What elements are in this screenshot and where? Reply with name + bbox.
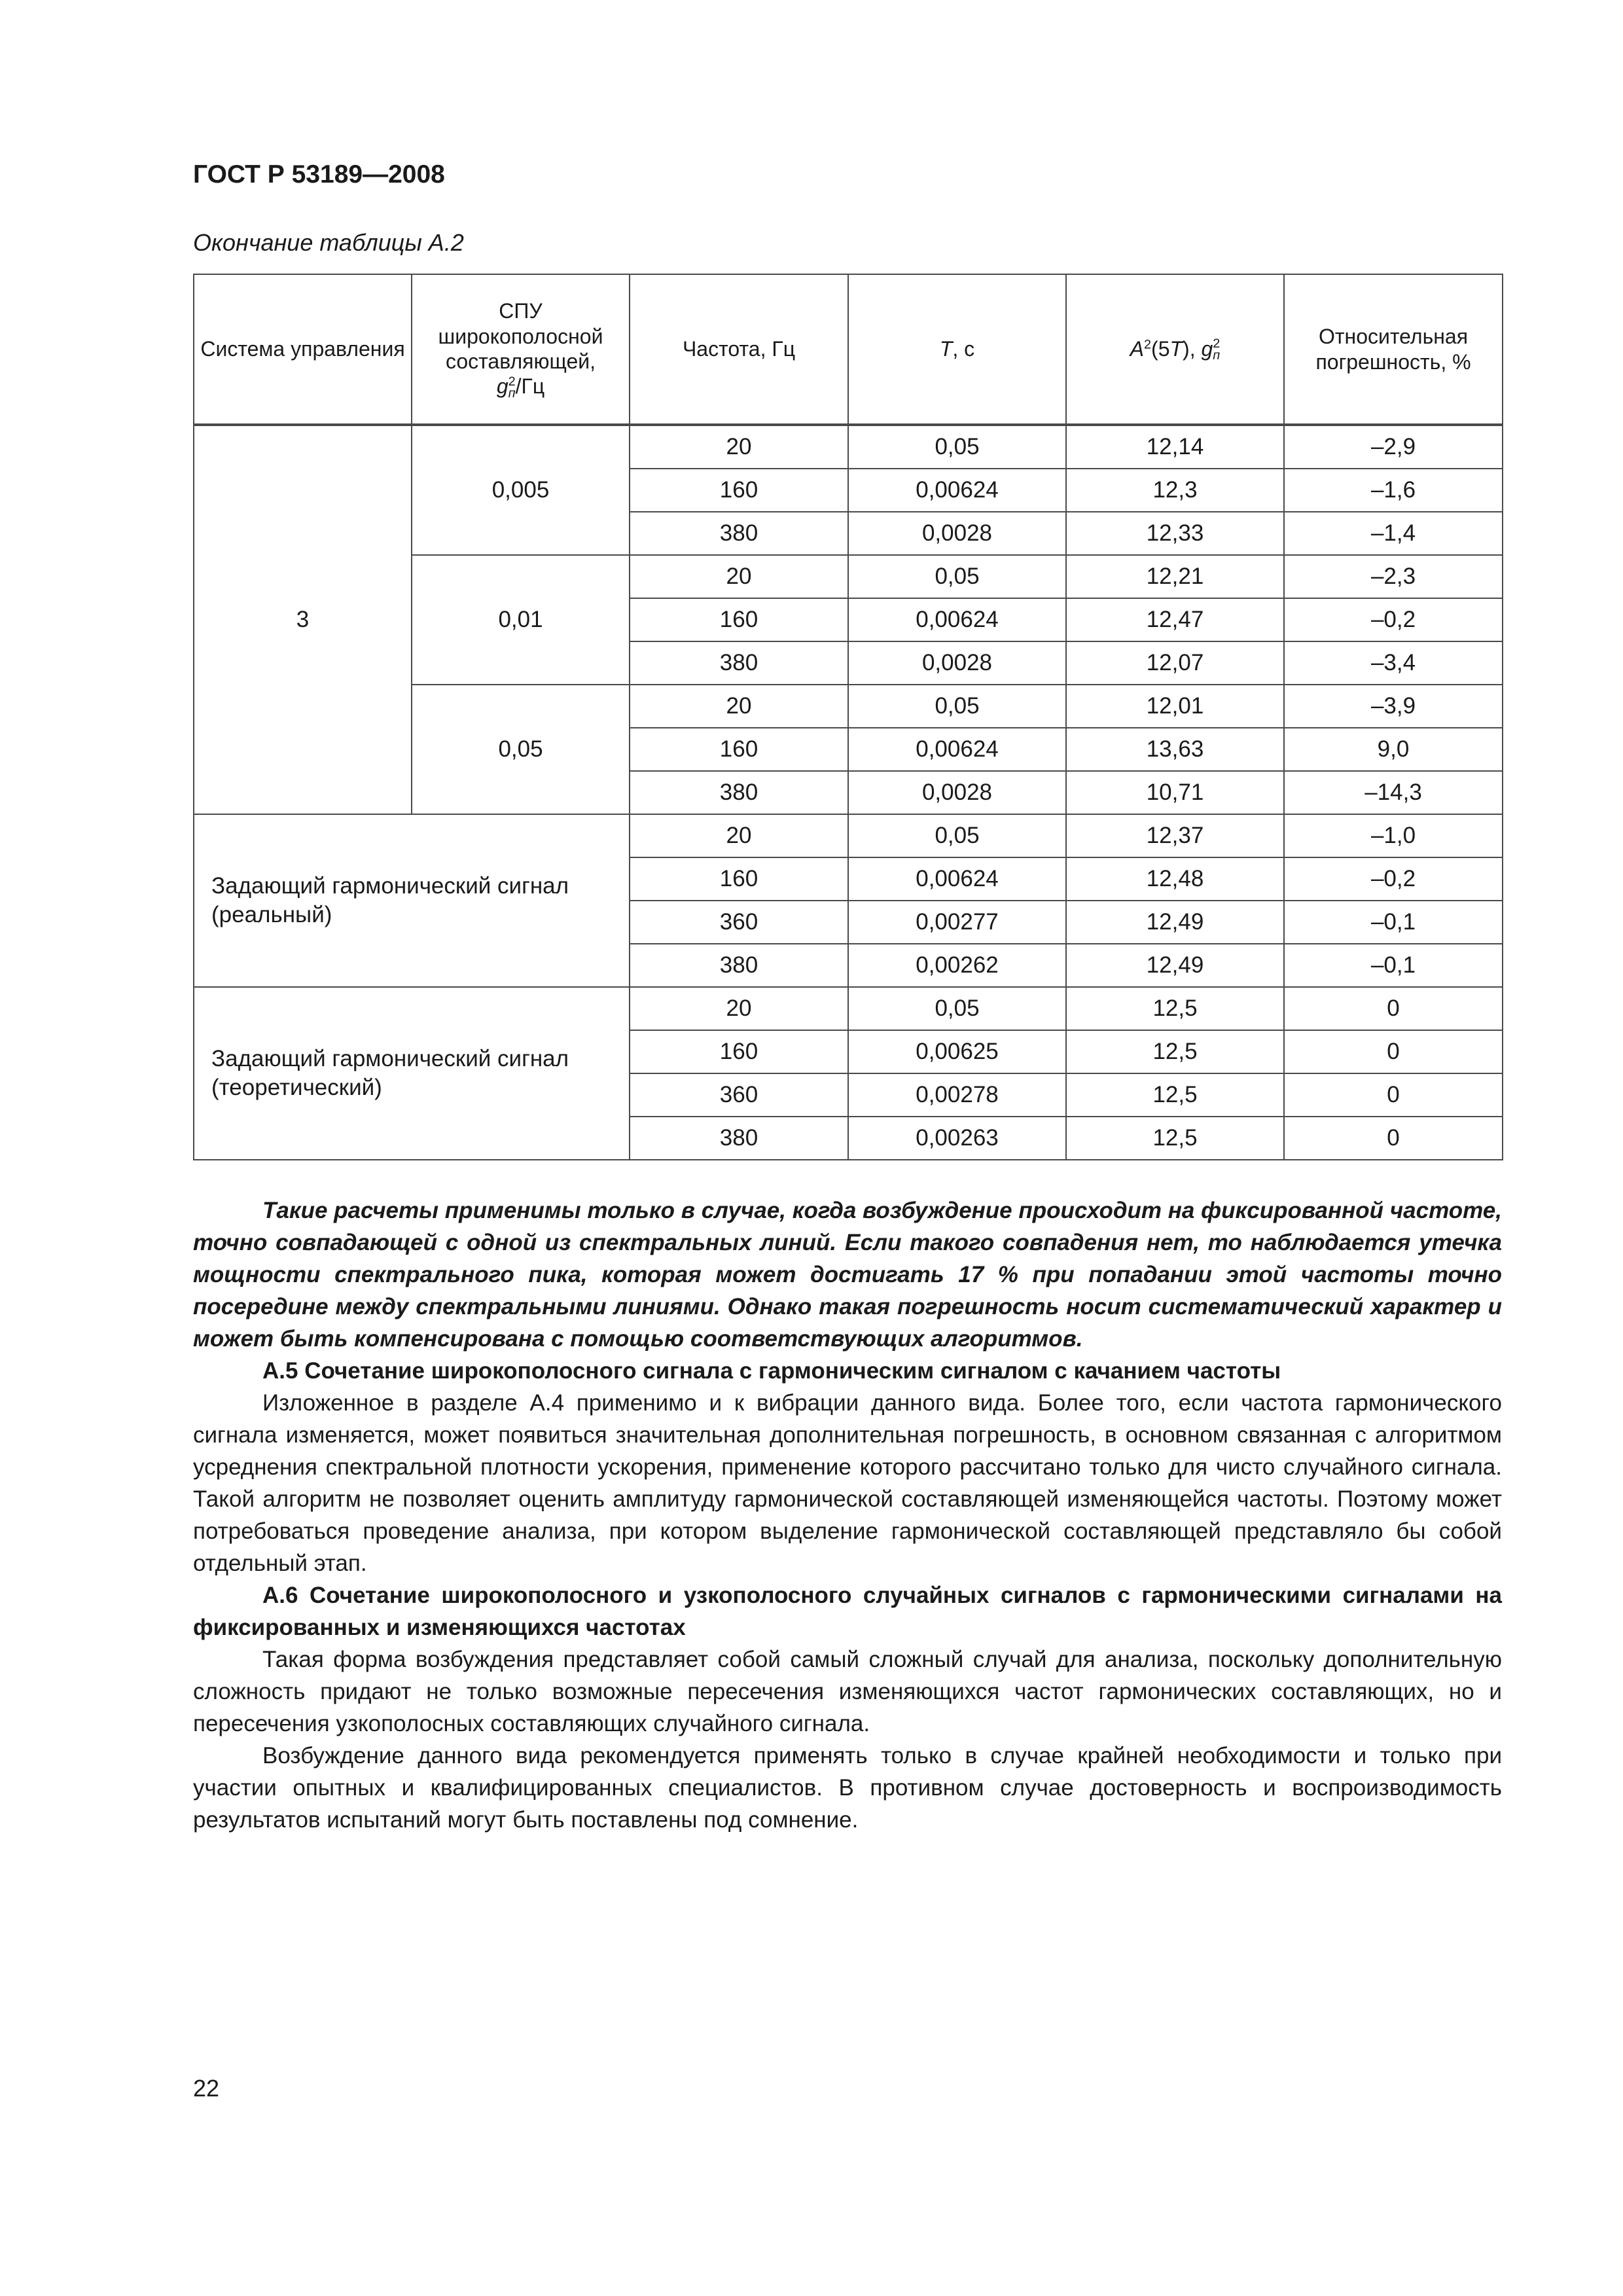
cell-frequency: 160: [630, 1030, 848, 1073]
cell-amplitude: 12,01: [1066, 685, 1284, 728]
cell-error: –0,2: [1284, 598, 1503, 641]
cell-system-3: 3: [194, 425, 412, 814]
cell-frequency: 360: [630, 1073, 848, 1117]
cell-amplitude: 12,5: [1066, 1030, 1284, 1073]
cell-theoretical-signal-label: Задающий гармонический сигнал (теоретический): [194, 987, 630, 1160]
cell-error: –0,1: [1284, 901, 1503, 944]
header-period-unit: , с: [952, 337, 975, 361]
cell-error: 0: [1284, 1030, 1503, 1073]
header-error: Относительная погрешность, %: [1284, 274, 1503, 425]
cell-frequency: 20: [630, 685, 848, 728]
cell-error: –0,1: [1284, 944, 1503, 987]
cell-error: –3,9: [1284, 685, 1503, 728]
table-caption: Окончание таблицы А.2: [193, 229, 464, 256]
cell-error: 0: [1284, 1073, 1503, 1117]
cell-frequency: 380: [630, 944, 848, 987]
header-amp-g: g: [1201, 336, 1213, 361]
cell-period: 0,00263: [848, 1117, 1066, 1160]
cell-amplitude: 12,3: [1066, 469, 1284, 512]
cell-error: –0,2: [1284, 857, 1503, 901]
cell-period: 0,00624: [848, 728, 1066, 771]
cell-amplitude: 12,37: [1066, 814, 1284, 857]
table-row: [194, 987, 1503, 1030]
document-id: ГОСТ Р 53189—2008: [193, 160, 445, 188]
header-frequency: Частота, Гц: [630, 274, 848, 425]
table-row: [194, 814, 1503, 857]
cell-period: 0,00277: [848, 901, 1066, 944]
results-table: [193, 274, 1503, 1160]
cell-period: 0,00624: [848, 598, 1066, 641]
cell-spu: 0,01: [412, 555, 630, 685]
cell-period: 0,0028: [848, 771, 1066, 814]
cell-amplitude: 12,49: [1066, 901, 1284, 944]
cell-period: 0,05: [848, 555, 1066, 598]
cell-error: 0: [1284, 1117, 1503, 1160]
section-heading-a6: А.6 Сочетание широкополосного и узкополосного случайных сигналов с гармоническими сигналами на фиксированных и изменяющихся частотах: [193, 1583, 1502, 1640]
cell-amplitude: 12,5: [1066, 987, 1284, 1030]
cell-error: –1,0: [1284, 814, 1503, 857]
cell-real-signal-label: Задающий гармонический сигнал (реальный): [194, 814, 630, 987]
cell-period: 0,05: [848, 814, 1066, 857]
cell-period: 0,0028: [848, 641, 1066, 685]
header-amp-g-sub: п: [1213, 348, 1221, 363]
cell-period: 0,00624: [848, 857, 1066, 901]
section-heading-a5: А.5 Сочетание широкополосного сигнала с гармоническим сигналом с качанием частоты: [262, 1358, 1281, 1384]
cell-spu: 0,05: [412, 685, 630, 814]
cell-frequency: 20: [630, 987, 848, 1030]
cell-frequency: 380: [630, 1117, 848, 1160]
header-amp-sup: 2: [1144, 337, 1152, 352]
header-spu-unit-sub: п: [508, 386, 516, 401]
cell-period: 0,00625: [848, 1030, 1066, 1073]
cell-amplitude: 12,5: [1066, 1117, 1284, 1160]
header-amp-g-sup: 2: [1213, 336, 1221, 351]
cell-amplitude: 12,5: [1066, 1073, 1284, 1117]
cell-amplitude: 12,49: [1066, 944, 1284, 987]
cell-frequency: 20: [630, 425, 848, 469]
cell-error: –2,9: [1284, 425, 1503, 469]
cell-period: 0,05: [848, 425, 1066, 469]
cell-error: –14,3: [1284, 771, 1503, 814]
header-spu-unit-base: g: [496, 374, 508, 399]
cell-amplitude: 13,63: [1066, 728, 1284, 771]
header-spu-text: СПУ широкополосной составляющей,: [438, 299, 603, 373]
table-row: [194, 425, 1503, 469]
body-text: [193, 1194, 1502, 1836]
header-period: [848, 274, 1066, 425]
cell-frequency: 20: [630, 814, 848, 857]
cell-frequency: 380: [630, 641, 848, 685]
cell-frequency: 20: [630, 555, 848, 598]
cell-amplitude: 12,33: [1066, 512, 1284, 555]
paragraph-a6-2: Возбуждение данного вида рекомендуется применять только в случае крайней необходимости и только при участии опытных и квалифицированных специалистов. В противном случае достоверность и воспроизводимость результатов испытаний могут быть поставлены под сомнение.: [193, 1743, 1502, 1833]
cell-frequency: 160: [630, 728, 848, 771]
header-period-var: T: [939, 337, 953, 361]
cell-period: 0,00624: [848, 469, 1066, 512]
cell-period: 0,05: [848, 987, 1066, 1030]
cell-amplitude: 12,48: [1066, 857, 1284, 901]
page-number: 22: [193, 2075, 220, 2102]
cell-amplitude: 12,14: [1066, 425, 1284, 469]
header-amp-tail: ),: [1183, 336, 1202, 361]
cell-amplitude: 10,71: [1066, 771, 1284, 814]
header-amp-base: A: [1130, 336, 1145, 361]
cell-error: –1,4: [1284, 512, 1503, 555]
cell-amplitude: 12,47: [1066, 598, 1284, 641]
cell-error: 0: [1284, 987, 1503, 1030]
cell-frequency: 380: [630, 512, 848, 555]
header-amp-mid: (5: [1151, 336, 1170, 361]
cell-error: 9,0: [1284, 728, 1503, 771]
cell-amplitude: 12,07: [1066, 641, 1284, 685]
cell-frequency: 160: [630, 598, 848, 641]
table-header-row: [194, 274, 1503, 425]
header-amplitude: [1066, 274, 1284, 425]
cell-period: 0,05: [848, 685, 1066, 728]
cell-period: 0,0028: [848, 512, 1066, 555]
cell-period: 0,00262: [848, 944, 1066, 987]
paragraph-a6-1: Такая форма возбуждения представляет собой самый сложный случай для анализа, поскольку дополнительную сложность придают не только возможные пересечения изменяющихся частот гармонических составляющих, но и пересечения узкополосных составляющих случайного сигнала.: [193, 1647, 1502, 1736]
paragraph-leakage-note: Такие расчеты применимы только в случае, когда возбуждение происходит на фиксированной частоте, точно совпадающей с одной из спектральных линий. Если такого совпадения нет, то наблюдается утечка мощности спектрального пика, которая может достигать 17 % при попадании этой частоты точно посередине между спектральными линиями. Однако такая погрешность носит систематический характер и может быть компенсирована с помощью соответствующих алгоритмов.: [193, 1198, 1502, 1352]
cell-amplitude: 12,21: [1066, 555, 1284, 598]
cell-frequency: 160: [630, 857, 848, 901]
cell-frequency: 360: [630, 901, 848, 944]
cell-frequency: 160: [630, 469, 848, 512]
cell-error: –2,3: [1284, 555, 1503, 598]
cell-spu: 0,005: [412, 425, 630, 555]
cell-error: –1,6: [1284, 469, 1503, 512]
cell-frequency: 380: [630, 771, 848, 814]
header-system: Система управления: [194, 274, 412, 425]
paragraph-a5: Изложенное в разделе А.4 применимо и к вибрации данного вида. Более того, если частота гармонического сигнала изменяется, может появиться значительная дополнительная погрешность, в основном связанная с алгоритмом усреднения спектральной плотности ускорения, применение которого рассчитано только для чисто случайного сигнала. Такой алгоритм не позволяет оценить амплитуду гармонической составляющей изменяющейся частоты. Поэтому может потребоваться проведение анализа, при котором выделение гармонической составляющей представляло бы собой отдельный этап.: [193, 1390, 1502, 1576]
cell-error: –3,4: [1284, 641, 1503, 685]
header-spu-unit-sup: 2: [508, 374, 516, 389]
cell-period: 0,00278: [848, 1073, 1066, 1117]
header-spu: [412, 274, 630, 425]
header-amp-var: T: [1169, 336, 1183, 361]
header-spu-unit-tail: /Гц: [515, 374, 545, 399]
